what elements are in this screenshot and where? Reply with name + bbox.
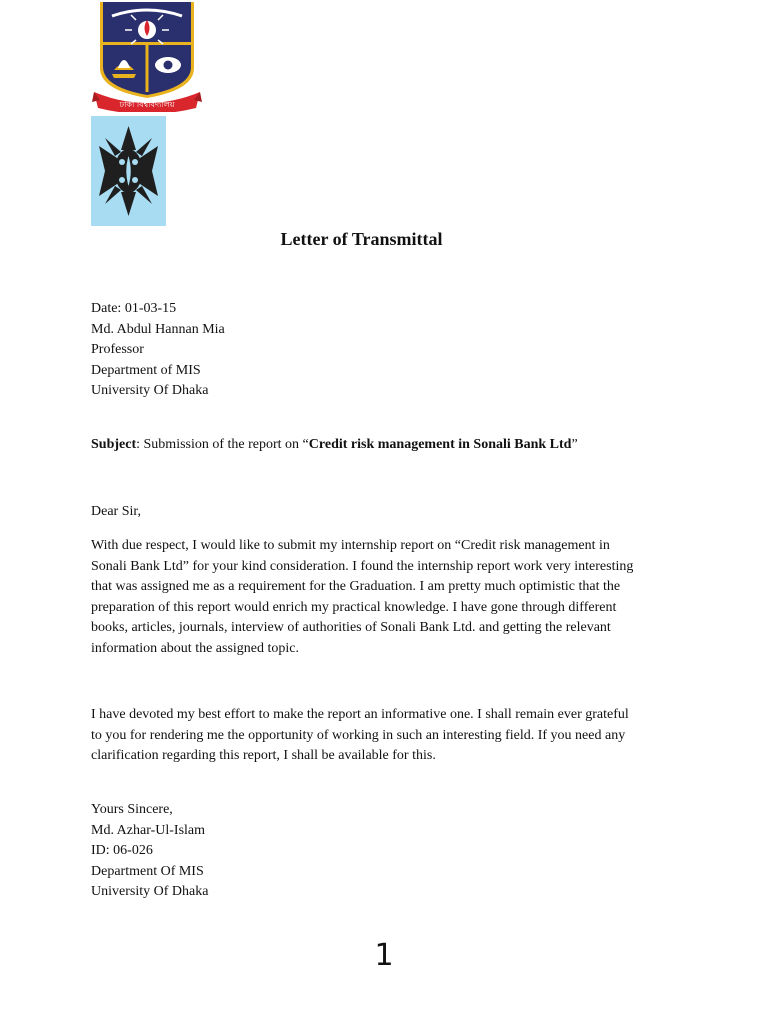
subject-line — [91, 435, 691, 456]
sender-id: ID: 06-026 — [91, 843, 153, 858]
subject-close-quote: ” — [571, 437, 578, 452]
subject-text: : Submission of the report on “ — [136, 437, 309, 452]
paragraph-1-line: With due respect, I would like to submit my internship report on “Credit risk management in — [91, 538, 610, 553]
subject-report-title: Credit risk management in Sonali Bank Ltd — [308, 437, 572, 452]
signature-block — [91, 800, 691, 903]
sender-department: Department Of MIS — [91, 863, 204, 879]
paragraph-1-line: books, articles, journals, interview of authorities of Sonali Bank Ltd. and getting the relevant — [91, 620, 611, 635]
paragraph-2 — [91, 705, 683, 767]
paragraph-1 — [91, 536, 683, 659]
recipient-title: Professor — [91, 342, 144, 357]
university-seal-icon — [92, 2, 202, 112]
closing-line: Yours Sincere, — [91, 802, 173, 817]
ornamental-emblem-icon — [91, 116, 166, 226]
sender-university: University Of Dhaka — [91, 884, 209, 899]
paragraph-1-line: information about the assigned topic. — [91, 640, 300, 656]
svg-text:ঢাকা বিশ্ববিদ্যালয়: ঢাকা বিশ্ববিদ্যালয় — [119, 100, 175, 109]
paragraph-1-line: that was assigned me as a requirement for the Graduation. I am pretty much optimistic that the — [91, 579, 621, 594]
paragraph-1-line: Sonali Bank Ltd” for your kind consideration. I found the internship report work very interesting — [91, 558, 634, 574]
page-number: 1 — [374, 938, 394, 973]
sender-name: Md. Azhar-Ul-Islam — [91, 822, 206, 838]
subject-label: Subject — [91, 437, 137, 452]
letter-title: Letter of Transmittal — [280, 229, 443, 249]
paragraph-2-line: clarification regarding this report, I shall be available for this. — [91, 748, 436, 763]
salutation: Dear Sir, — [91, 504, 141, 519]
paragraph-1-line: preparation of this report would enrich my practical knowledge. I have gone through different — [91, 599, 617, 615]
paragraph-2-line: I have devoted my best effort to make the report an informative one. I shall remain ever grateful — [91, 707, 629, 722]
recipient-university: University Of Dhaka — [91, 383, 209, 398]
paragraph-2-line: to you for rendering me the opportunity of working in such an interesting field. If you need any — [91, 727, 626, 743]
recipient-name: Md. Abdul Hannan Mia — [91, 321, 225, 337]
recipient-address-block — [91, 299, 691, 402]
date-line: Date: 01-03-15 — [91, 301, 177, 316]
recipient-department: Department of MIS — [91, 362, 201, 378]
